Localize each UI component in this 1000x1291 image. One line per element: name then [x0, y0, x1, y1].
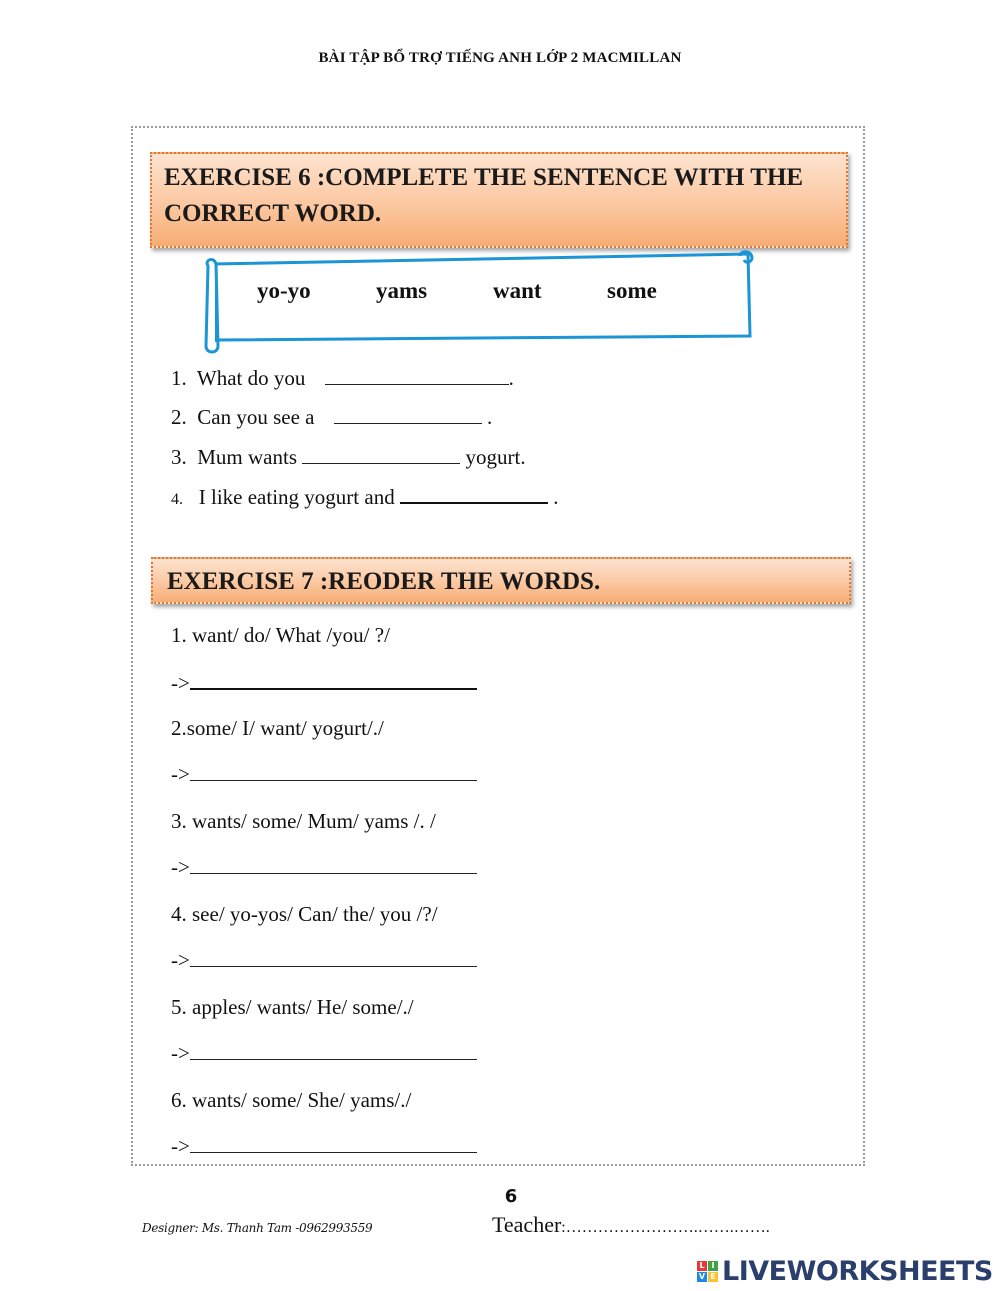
- arrow-label: ->: [171, 1041, 190, 1065]
- fill-blank-item-1: [171, 366, 514, 391]
- teacher-dots: :…………………….…….…….: [561, 1219, 770, 1236]
- item-number: 1.: [171, 366, 187, 390]
- item-text: Can you see a: [197, 405, 315, 429]
- reorder-prompt-1: 1. want/ do/ What /you/ ?/: [171, 623, 390, 647]
- item-text-after: yogurt.: [465, 445, 526, 469]
- answer-blank[interactable]: [325, 366, 509, 385]
- reorder-answer-row-1: [171, 670, 477, 696]
- item-number: 2.: [171, 405, 187, 429]
- answer-line[interactable]: [190, 855, 477, 874]
- word-bank-item: want: [493, 278, 542, 303]
- arrow-label: ->: [171, 671, 190, 695]
- answer-blank[interactable]: [400, 484, 548, 504]
- reorder-prompt-4: 4. see/ yo-yos/ Can/ the/ you /?/: [171, 902, 438, 926]
- answer-blank[interactable]: [334, 405, 482, 424]
- exercise-6-banner: [150, 152, 848, 248]
- logo-letter-i: I: [708, 1261, 718, 1271]
- logo-letter-v: V: [698, 1272, 706, 1281]
- answer-line[interactable]: [190, 762, 477, 781]
- reorder-answer-row-4: [171, 948, 477, 973]
- reorder-answer-row-2: [171, 762, 477, 787]
- exercise-6-title-line2: CORRECT WORD.: [164, 200, 382, 227]
- item-number: 4.: [171, 491, 183, 508]
- answer-line[interactable]: [190, 1041, 477, 1060]
- reorder-answer-row-6: [171, 1134, 477, 1159]
- exercise-7-title: EXERCISE 7 :REODER THE WORDS.: [167, 568, 601, 595]
- arrow-label: ->: [171, 948, 190, 972]
- reorder-prompt-6: 6. wants/ some/ She/ yams/./: [171, 1088, 412, 1112]
- fill-blank-item-3: [171, 445, 526, 470]
- answer-line[interactable]: [190, 670, 477, 690]
- logo-letter-l: L: [697, 1261, 707, 1271]
- item-text-after: .: [508, 366, 514, 390]
- arrow-label: ->: [171, 855, 190, 879]
- item-text: What do you: [196, 366, 306, 390]
- liveworksheets-logo-icon: [697, 1261, 718, 1282]
- reorder-answer-row-3: [171, 855, 477, 880]
- word-bank-item: yams: [376, 278, 428, 303]
- document-header-title: BÀI TẬP BỔ TRỢ TIẾNG ANH LỚP 2 MACMILLAN: [318, 50, 682, 66]
- teacher-signature-line: [492, 1212, 770, 1238]
- arrow-label: ->: [171, 1134, 190, 1158]
- reorder-prompt-2: 2.some/ I/ want/ yogurt/./: [171, 716, 384, 740]
- designer-credit: Designer: Ms. Thanh Tam -0962993559: [142, 1221, 373, 1235]
- answer-line[interactable]: [190, 1134, 477, 1153]
- item-text: I like eating yogurt and: [198, 485, 395, 509]
- word-bank-item: some: [607, 278, 657, 303]
- liveworksheets-logo[interactable]: [697, 1256, 993, 1287]
- logo-letter-e: E: [708, 1272, 718, 1282]
- liveworksheets-logo-text: LIVEWORKSHEETS: [722, 1256, 993, 1287]
- exercise-7-banner: [151, 557, 851, 604]
- item-text-after: .: [553, 485, 559, 509]
- reorder-prompt-5: 5. apples/ wants/ He/ some/./: [171, 995, 414, 1019]
- teacher-label: Teacher: [492, 1212, 562, 1237]
- answer-blank[interactable]: [302, 445, 460, 464]
- fill-blank-item-4: [171, 484, 558, 510]
- reorder-prompt-3: 3. wants/ some/ Mum/ yams /. /: [171, 809, 436, 833]
- answer-line[interactable]: [190, 948, 477, 967]
- page-number: 6: [504, 1186, 518, 1207]
- item-text: Mum wants: [197, 445, 297, 469]
- reorder-answer-row-5: [171, 1041, 477, 1066]
- fill-blank-item-2: [171, 405, 492, 430]
- exercise-6-title-line1: EXERCISE 6 :COMPLETE THE SENTENCE WITH THE: [164, 164, 804, 191]
- arrow-label: ->: [171, 762, 190, 786]
- item-number: 3.: [171, 445, 187, 469]
- item-text-after: .: [486, 405, 493, 429]
- word-bank-item: yo-yo: [257, 278, 311, 303]
